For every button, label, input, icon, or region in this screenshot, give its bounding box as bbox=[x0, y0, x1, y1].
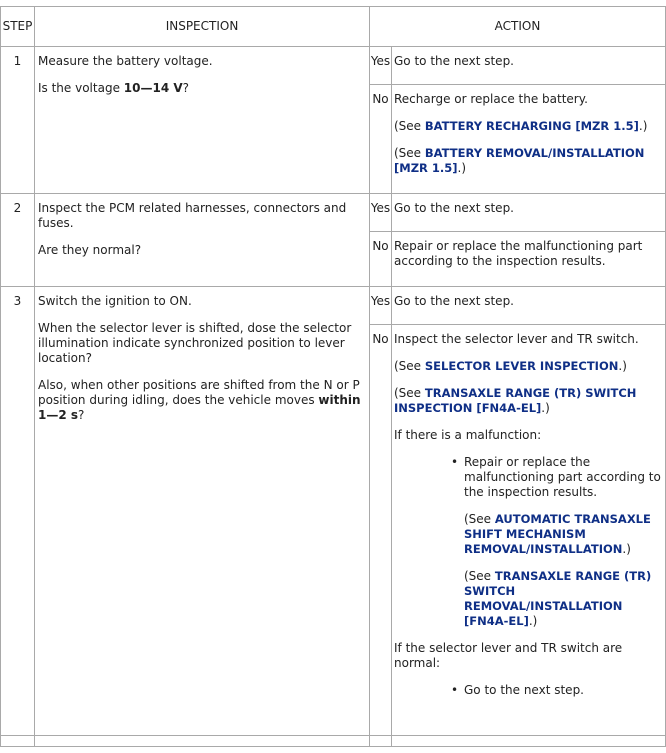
bullet-icon: • bbox=[451, 455, 459, 469]
list-item: • Repair or replace the malfunctioning part according to the inspection results. (See AUTOMATIC TRANSAXLE SHIFT MECHANISM REMOVAL/INSTALLATION.) (See TRANSAXLE RANGE (TR) SWITCH REMOVAL/INSTALLATION [FN4A-EL].) bbox=[464, 455, 663, 629]
header-step: STEP bbox=[1, 7, 35, 47]
yes-label: Yes bbox=[370, 194, 392, 232]
step-number: 2 bbox=[1, 194, 35, 287]
inspection-cell bbox=[35, 47, 370, 194]
no-label: No bbox=[370, 232, 392, 287]
table-row bbox=[1, 736, 666, 747]
inspection-text: Inspect the PCM related harnesses, connectors and fuses. bbox=[38, 201, 347, 230]
inspection-question: Is the voltage 10—14 V? bbox=[38, 81, 190, 95]
malfunction-text: If there is a malfunction: bbox=[394, 428, 542, 442]
normal-text: If the selector lever and TR switch are normal: bbox=[394, 641, 623, 670]
bullet-list bbox=[394, 455, 663, 629]
yes-action: Go to the next step. bbox=[392, 47, 666, 85]
yes-action: Go to the next step. bbox=[392, 194, 666, 232]
header-inspection: INSPECTION bbox=[35, 7, 370, 47]
yes-label: Yes bbox=[370, 47, 392, 85]
inspection-question: Also, when other positions are shifted from the N or P position during idling, does the vehicle moves within 1—2 s? bbox=[38, 378, 361, 422]
inspection-text: Measure the battery voltage. bbox=[38, 54, 213, 68]
inspection-text: Switch the ignition to ON. bbox=[38, 294, 192, 308]
reference-link[interactable]: BATTERY REMOVAL/INSTALLATION [MZR 1.5] bbox=[394, 146, 645, 175]
reference-link[interactable]: TRANSAXLE RANGE (TR) SWITCH INSPECTION [FN4A-EL] bbox=[394, 386, 637, 415]
inspection-cell bbox=[35, 194, 370, 287]
yes-label: Yes bbox=[370, 287, 392, 325]
reference-link[interactable]: TRANSAXLE RANGE (TR) SWITCH REMOVAL/INSTALLATION [FN4A-EL] bbox=[464, 569, 652, 628]
no-action: Recharge or replace the battery. (See BATTERY RECHARGING [MZR 1.5].) (See BATTERY REMOVAL/INSTALLATION [MZR 1.5].) bbox=[392, 85, 666, 194]
reference: (See SELECTOR LEVER INSPECTION.) bbox=[394, 359, 627, 373]
no-label: No bbox=[370, 85, 392, 194]
reference-link[interactable]: SELECTOR LEVER INSPECTION bbox=[424, 359, 619, 373]
diagnostic-table bbox=[0, 6, 666, 747]
reference: (See TRANSAXLE RANGE (TR) SWITCH INSPECTION [FN4A-EL].) bbox=[394, 386, 637, 415]
bullet-list bbox=[394, 683, 663, 698]
inspection-cell bbox=[35, 287, 370, 736]
bullet-icon: • bbox=[451, 683, 459, 697]
table-row bbox=[1, 287, 666, 325]
table-row bbox=[1, 47, 666, 85]
reference-link[interactable]: BATTERY RECHARGING [MZR 1.5] bbox=[424, 119, 639, 133]
yes-action: Go to the next step. bbox=[392, 287, 666, 325]
reference: (See BATTERY REMOVAL/INSTALLATION [MZR 1.5].) bbox=[394, 146, 645, 175]
step-number: 3 bbox=[1, 287, 35, 736]
step-number: 1 bbox=[1, 47, 35, 194]
reference: (See AUTOMATIC TRANSAXLE SHIFT MECHANISM REMOVAL/INSTALLATION.) bbox=[464, 512, 651, 556]
no-label: No bbox=[370, 325, 392, 736]
table-row bbox=[1, 194, 666, 232]
inspection-text: When the selector lever is shifted, dose the selector illumination indicate synchronized position to lever location? bbox=[38, 321, 352, 365]
inspection-question: Are they normal? bbox=[38, 243, 142, 257]
header-row bbox=[1, 7, 666, 47]
header-action: ACTION bbox=[370, 7, 666, 47]
no-action: Repair or replace the malfunctioning part according to the inspection results. bbox=[392, 232, 666, 287]
list-item: • Go to the next step. bbox=[451, 683, 584, 697]
reference-link[interactable]: AUTOMATIC TRANSAXLE SHIFT MECHANISM REMOVAL/INSTALLATION bbox=[464, 512, 651, 556]
no-action: Inspect the selector lever and TR switch. (See SELECTOR LEVER INSPECTION.) (See TRANSAXLE RANGE (TR) SWITCH INSPECTION [FN4A-EL].) If there is a malfunction: • Repair or replace the malfunctioning part according to the inspection results. (See AUTOMATIC TRANSAXLE SHIFT MECHANISM REMOVAL/INSTALLATION.) (See TRANSAXLE RANGE (TR) SWITCH REMOVAL/INSTALLATION [FN4A-EL].) If the selector lever and TR switch are normal: • Go to the next step. bbox=[392, 325, 666, 736]
reference: (See BATTERY RECHARGING [MZR 1.5].) bbox=[394, 119, 648, 133]
reference: (See TRANSAXLE RANGE (TR) SWITCH REMOVAL/INSTALLATION [FN4A-EL].) bbox=[464, 569, 652, 628]
